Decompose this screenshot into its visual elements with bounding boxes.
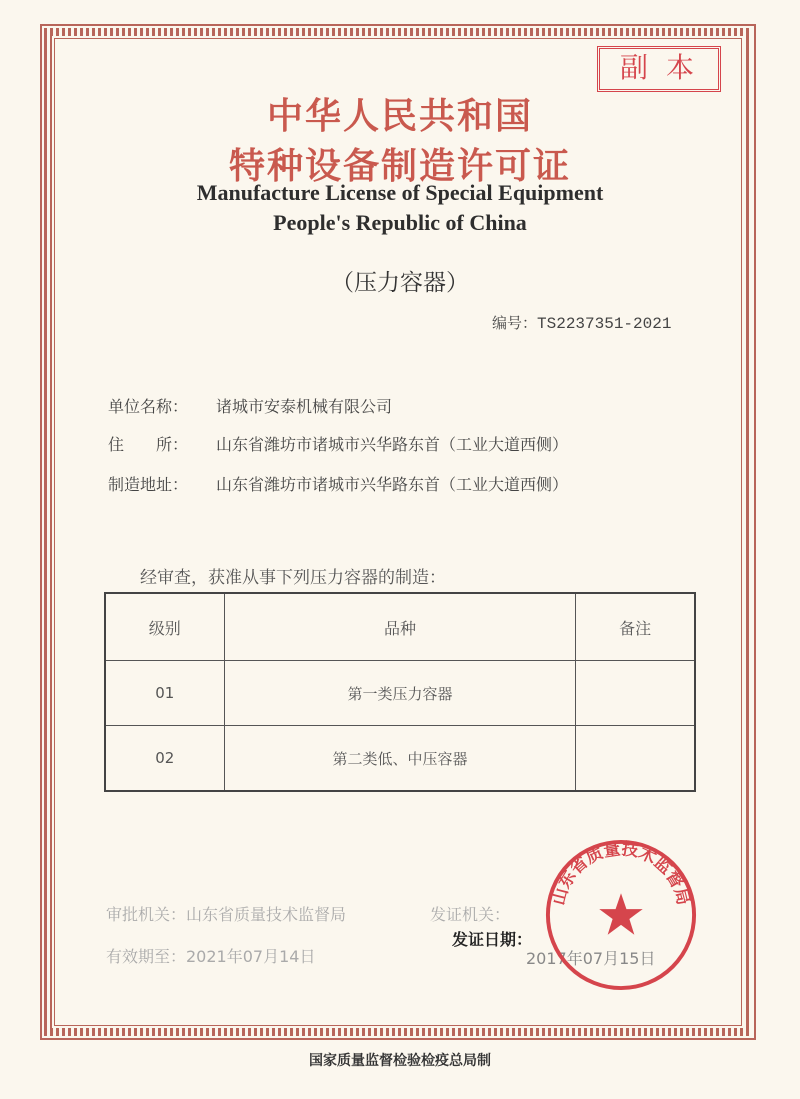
license-number-value: TS2237351-2021 [537, 315, 672, 333]
scope-table [104, 592, 696, 792]
license-number [492, 312, 671, 333]
license-number-label: 编号： [492, 314, 538, 332]
unit-name-value: 诸城市安泰机械有限公司 [216, 397, 393, 416]
header-variety: 品种 [224, 593, 576, 661]
header-grade: 级别 [105, 593, 224, 661]
copy-stamp: 副本 [597, 46, 721, 92]
address-label: 住 所： [108, 435, 189, 454]
manufacturing-address-label: 制造地址： [108, 475, 189, 494]
official-seal [542, 836, 700, 994]
address-value: 山东省潍坊市诸城市兴华路东首（工业大道西侧） [216, 435, 569, 454]
seal-text-path: 山东省质量技术监督局 [547, 838, 695, 907]
manufacturing-address-value: 山东省潍坊市诸城市兴华路东首（工业大道西侧） [216, 475, 569, 494]
table-row [105, 661, 695, 726]
row-remarks [576, 661, 695, 726]
review-authority: 审批机关：山东省质量技术监督局 [106, 905, 347, 924]
title-cn-line2: 特种设备制造许可证 [228, 146, 571, 187]
title-en-line1: Manufacture License of Special Equipment [196, 180, 604, 205]
star-icon [599, 893, 642, 934]
valid-until: 有效期至：2021年07月14日 [106, 947, 316, 966]
scope-intro: 经审查，获准从事下列压力容器的制造： [140, 568, 446, 588]
title-en-line2: People's Republic of China [273, 210, 527, 235]
address-row [108, 432, 568, 455]
unit-name-row [108, 394, 392, 417]
manufacturing-address-row [108, 472, 568, 495]
issuing-authority: 发证机关： [430, 905, 511, 924]
row-variety: 第二类低、中压容器 [224, 726, 576, 792]
row-remarks [576, 726, 695, 792]
header-remarks: 备注 [576, 593, 695, 661]
row-grade: 01 [105, 661, 224, 726]
issue-date-label: 发证日期： [452, 930, 533, 949]
unit-name-label: 单位名称： [108, 397, 189, 416]
issue-date: 2017年07月15日 [526, 949, 656, 968]
bottom-note: 国家质量监督检验检疫总局制 [309, 1053, 491, 1069]
title-cn-line1: 中华人民共和国 [266, 96, 533, 137]
table-header-row [105, 593, 695, 661]
table-row [105, 726, 695, 792]
row-variety: 第一类压力容器 [224, 661, 576, 726]
license-category: （压力容器） [331, 270, 469, 296]
row-grade: 02 [105, 726, 224, 792]
